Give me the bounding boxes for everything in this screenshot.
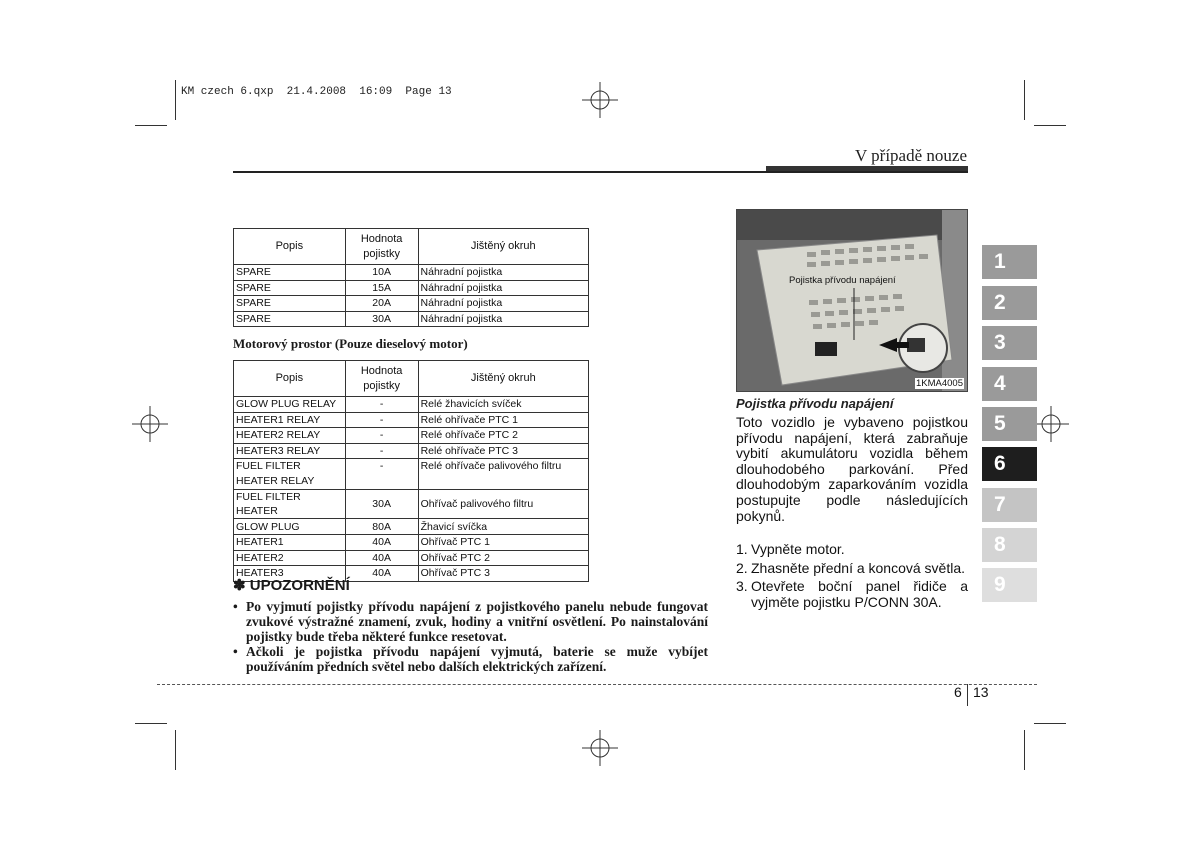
registration-mark-icon <box>130 404 170 444</box>
chapter-tab-1[interactable]: 1 <box>982 245 1037 279</box>
list-item <box>736 561 968 577</box>
photo-code: 1KMA4005 <box>915 378 963 389</box>
fuse-rating: 40A <box>345 550 418 566</box>
chapter-tab-4[interactable]: 4 <box>982 367 1037 401</box>
fuse-panel-photo <box>736 209 968 392</box>
fuse-circuit: Relé ohřívače PTC 2 <box>418 428 588 444</box>
table-row <box>234 490 589 519</box>
print-slug: KM czech 6.qxp 21.4.2008 16:09 Page 13 <box>181 86 452 98</box>
fuse-rating: - <box>345 397 418 413</box>
fuse-description: FUEL FILTER HEATER RELAY <box>234 459 346 490</box>
crop-mark <box>1034 125 1066 126</box>
crop-mark <box>1024 80 1025 120</box>
table-header-row <box>234 229 589 265</box>
table-row <box>234 459 589 490</box>
fuse-description: GLOW PLUG <box>234 519 346 535</box>
photo-caption: Pojistka přívodu napájení <box>736 396 894 411</box>
header-divider <box>233 171 968 173</box>
step-number: 3. <box>736 578 748 595</box>
fuse-rating: - <box>345 459 418 490</box>
diesel-fuse-table <box>233 360 589 582</box>
column-header-circuit: Jištěný okruh <box>418 229 588 265</box>
table-row <box>234 397 589 413</box>
fuse-circuit: Ohřívač PTC 1 <box>418 534 588 550</box>
list-item <box>736 579 968 610</box>
registration-mark-icon <box>580 728 620 768</box>
fuse-description: HEATER3 <box>234 566 346 582</box>
fuse-circuit: Relé žhavicích svíček <box>418 397 588 413</box>
page-number: 13 <box>973 684 989 700</box>
crop-mark <box>135 723 167 724</box>
caution-item: • Ačkoli je pojistka přívodu napájení vyjmutá, baterie se muže vybíjet používáním předních světel nebo dalších elektrických zařízení. <box>233 644 708 674</box>
table-row <box>234 412 589 428</box>
header-divider-accent <box>766 166 968 171</box>
fuse-description: HEATER3 RELAY <box>234 443 346 459</box>
fuse-rating: 10A <box>345 265 418 281</box>
fuse-circuit: Náhradní pojistka <box>418 296 588 312</box>
table-row <box>234 534 589 550</box>
page-number-separator <box>967 684 968 706</box>
fuse-circuit: Náhradní pojistka <box>418 265 588 281</box>
fuse-rating: 80A <box>345 519 418 535</box>
registration-mark-icon <box>1031 404 1071 444</box>
fuse-description: FUEL FILTER HEATER <box>234 490 346 519</box>
fuse-description: GLOW PLUG RELAY <box>234 397 346 413</box>
crop-mark <box>135 125 167 126</box>
step-text: Vypněte motor. <box>751 541 845 557</box>
column-header-description: Popis <box>234 361 346 397</box>
chapter-tab-9[interactable]: 9 <box>982 568 1037 602</box>
body-paragraph: Toto vozidlo je vybaveno pojistkou přívodu napájení, která zabraňuje vybití akumulátoru vozidla během dlouhodobého parkování. Před dlouhodobým zaparkováním vozidla postupujte podle následujících pokynů. <box>736 414 968 524</box>
fuse-circuit: Náhradní pojistka <box>418 280 588 296</box>
fuse-description: SPARE <box>234 265 346 281</box>
fuse-description: SPARE <box>234 311 346 327</box>
fuse-rating: 30A <box>345 490 418 519</box>
step-text: Otevřete boční panel řidiče a vyjměte pojistku P/CONN 30A. <box>751 578 968 610</box>
crop-mark <box>175 730 176 770</box>
table-header-row <box>234 361 589 397</box>
step-number: 2. <box>736 559 748 576</box>
fuse-circuit: Žhavicí svíčka <box>418 519 588 535</box>
table-row <box>234 519 589 535</box>
crop-mark <box>175 80 176 120</box>
section-title: V případě nouze <box>854 146 967 165</box>
caution-item: • Po vyjmutí pojistky přívodu napájení z pojistkového panelu nebude fungovat zvukové výstražné znamení, zvuk, hodiny a vnitřní osvětlení. Po nainstalování pojistky bude třeba některé funkce resetovat. <box>233 599 708 644</box>
table-row <box>234 550 589 566</box>
fuse-panel-illustration <box>737 210 968 392</box>
step-text: Zhasněte přední a koncová světla. <box>751 559 966 576</box>
step-number: 1. <box>736 541 748 557</box>
caution-list <box>233 599 708 674</box>
table-row <box>234 443 589 459</box>
chapter-tab-7[interactable]: 7 <box>982 488 1037 522</box>
caution-heading: ✽ UPOZORNĚNÍ <box>233 577 350 594</box>
page-chapter-number: 6 <box>954 684 962 700</box>
fuse-circuit: Ohřívač PTC 2 <box>418 550 588 566</box>
photo-label: Pojistka přívodu napájení <box>789 275 896 286</box>
list-item <box>736 542 968 558</box>
fuse-circuit: Relé ohřívače PTC 1 <box>418 412 588 428</box>
fuse-circuit: Ohřívač PTC 3 <box>418 566 588 582</box>
fuse-description: HEATER2 <box>234 550 346 566</box>
crop-mark <box>1034 723 1066 724</box>
crop-mark <box>1024 730 1025 770</box>
column-header-rating: Hodnota pojistky <box>345 361 418 397</box>
table-row <box>234 280 589 296</box>
column-header-description: Popis <box>234 229 346 265</box>
fuse-rating: 30A <box>345 311 418 327</box>
fuse-description: HEATER2 RELAY <box>234 428 346 444</box>
registration-mark-icon <box>580 80 620 120</box>
fuse-rating: - <box>345 412 418 428</box>
chapter-tab-8[interactable]: 8 <box>982 528 1037 562</box>
fuse-circuit: Relé ohřívače PTC 3 <box>418 443 588 459</box>
chapter-tab-6[interactable]: 6 <box>982 447 1037 481</box>
footer-divider <box>157 684 1037 685</box>
fuse-circuit: Náhradní pojistka <box>418 311 588 327</box>
fuse-description: SPARE <box>234 296 346 312</box>
table-row <box>234 265 589 281</box>
fuse-description: SPARE <box>234 280 346 296</box>
column-header-rating: Hodnota pojistky <box>345 229 418 265</box>
chapter-tab-5[interactable]: 5 <box>982 407 1037 441</box>
table-row <box>234 428 589 444</box>
fuse-circuit: Relé ohřívače palivového filtru <box>418 459 588 490</box>
table-row <box>234 311 589 327</box>
fuse-rating: 15A <box>345 280 418 296</box>
spare-fuse-table <box>233 228 589 327</box>
instruction-steps <box>736 542 968 613</box>
fuse-description: HEATER1 RELAY <box>234 412 346 428</box>
table-row <box>234 296 589 312</box>
engine-compartment-subheading: Motorový prostor (Pouze dieselový motor) <box>233 336 468 351</box>
fuse-circuit: Ohřívač palivového filtru <box>418 490 588 519</box>
column-header-circuit: Jištěný okruh <box>418 361 588 397</box>
fuse-rating: 40A <box>345 566 418 582</box>
fuse-description: HEATER1 <box>234 534 346 550</box>
chapter-tab-2[interactable]: 2 <box>982 286 1037 320</box>
chapter-tab-3[interactable]: 3 <box>982 326 1037 360</box>
fuse-rating: - <box>345 443 418 459</box>
fuse-rating: - <box>345 428 418 444</box>
fuse-rating: 40A <box>345 534 418 550</box>
fuse-rating: 20A <box>345 296 418 312</box>
